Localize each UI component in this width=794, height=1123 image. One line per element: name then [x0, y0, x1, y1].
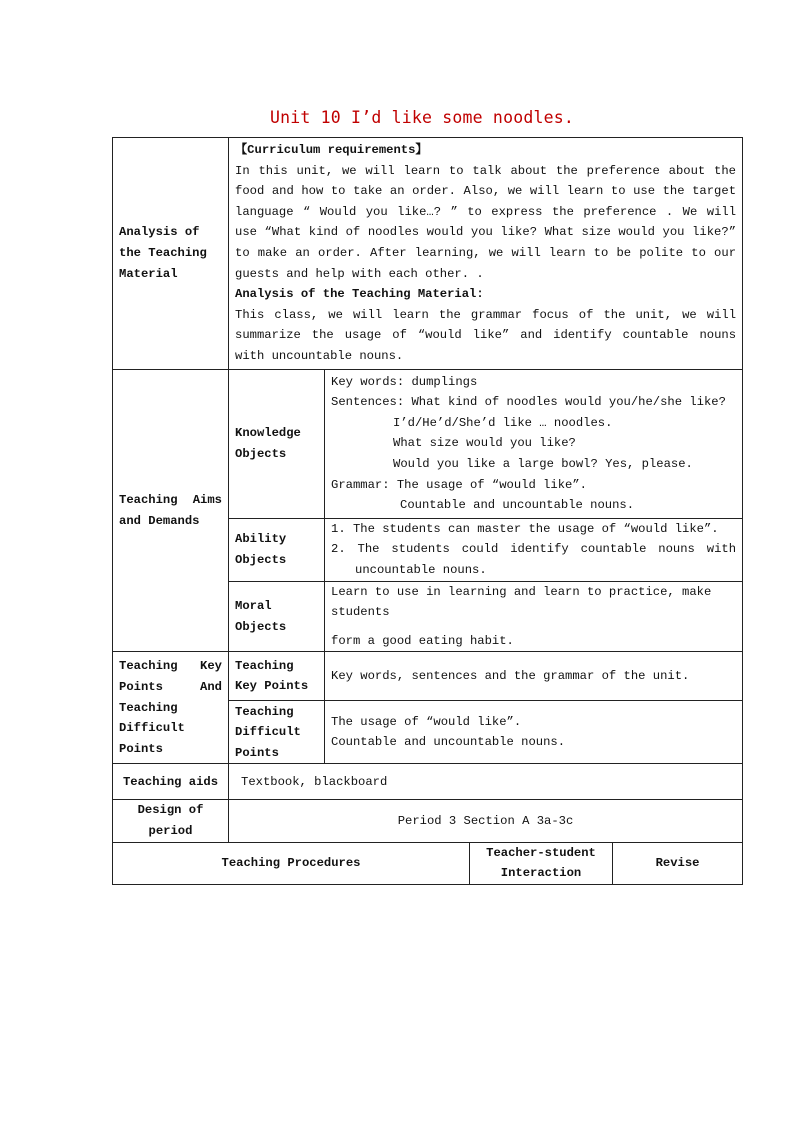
moral-content	[325, 581, 743, 652]
key-points-text: Key words, sentences and the grammar of the unit.	[325, 652, 743, 701]
knowledge-content	[325, 369, 743, 518]
analysis-row	[113, 138, 743, 370]
moral-label: Moral Objects	[229, 581, 325, 652]
knowledge-row	[113, 369, 743, 518]
moral-text-1: Learn to use in learning and learn to practice, make students	[331, 584, 712, 620]
curriculum-heading: 【Curriculum requirements】	[235, 143, 428, 157]
procedures-col-2: Teacher-student Interaction	[470, 842, 613, 884]
knowledge-label: Knowledge Objects	[229, 369, 325, 518]
procedures-header-row	[113, 842, 743, 884]
aids-value: Textbook, blackboard	[229, 764, 743, 800]
ability-label: Ability Objects	[229, 518, 325, 581]
material-heading: Analysis of the Teaching Material:	[235, 287, 484, 302]
analysis-label: Analysis of the Teaching Material	[113, 138, 229, 370]
key-points-row	[113, 652, 743, 701]
sentence-1: Sentences: What kind of noodles would you/he/she like?	[331, 395, 726, 410]
curriculum-text: In this unit, we will learn to talk about the preference about the food and how to take an order. Also, we will learn to use the target language “ Would you like…? ” to express the preference . We will use “What kind of noodles would you like? What size would you like?” to make an order. After learning, we will learn to be polite to our guests and help with each other. .	[235, 163, 737, 281]
difficult-points-content	[325, 701, 743, 764]
ability-item-1: 1. The students can master the usage of “would like”.	[331, 521, 719, 536]
grammar-2: Countable and uncountable nouns.	[400, 498, 635, 513]
sentence-3: What size would you like?	[393, 436, 576, 451]
key-words: Key words: dumplings	[331, 374, 478, 389]
ability-content	[325, 518, 743, 581]
lesson-plan-table	[112, 137, 743, 885]
material-text: This class, we will learn the grammar focus of the unit, we will summarize the usage of “would like” and identify countable nouns with uncountable nouns.	[235, 307, 737, 363]
moral-text-2: form a good eating habit.	[331, 633, 514, 648]
difficult-point-2: Countable and uncountable nouns.	[331, 735, 566, 750]
design-row	[113, 800, 743, 842]
aids-label: Teaching aids	[113, 764, 229, 800]
key-points-label: Teaching Key Points And Teaching Difficult Points	[113, 652, 229, 764]
design-value: Period 3 Section A 3a-3c	[229, 800, 743, 842]
difficult-point-1: The usage of “would like”.	[331, 714, 522, 729]
grammar-1: Grammar: The usage of “would like”.	[331, 477, 587, 492]
design-label: Design of period	[113, 800, 229, 842]
difficult-points-sublabel: Teaching Difficult Points	[229, 701, 325, 764]
page-title: Unit 10 I’d like some noodles.	[269, 108, 574, 127]
analysis-content	[229, 138, 743, 370]
aims-label: Teaching Aims and Demands	[113, 369, 229, 652]
sentence-2: I’d/He’d/She’d like … noodles.	[393, 415, 613, 430]
procedures-col-3: Revise	[613, 842, 743, 884]
aids-row	[113, 764, 743, 800]
ability-item-2: 2. The students could identify countable nouns with uncountable nouns.	[331, 542, 737, 577]
procedures-col-1: Teaching Procedures	[113, 842, 470, 884]
sentence-4: Would you like a large bowl? Yes, please.	[393, 456, 693, 471]
key-points-sublabel: Teaching Key Points	[229, 652, 325, 701]
